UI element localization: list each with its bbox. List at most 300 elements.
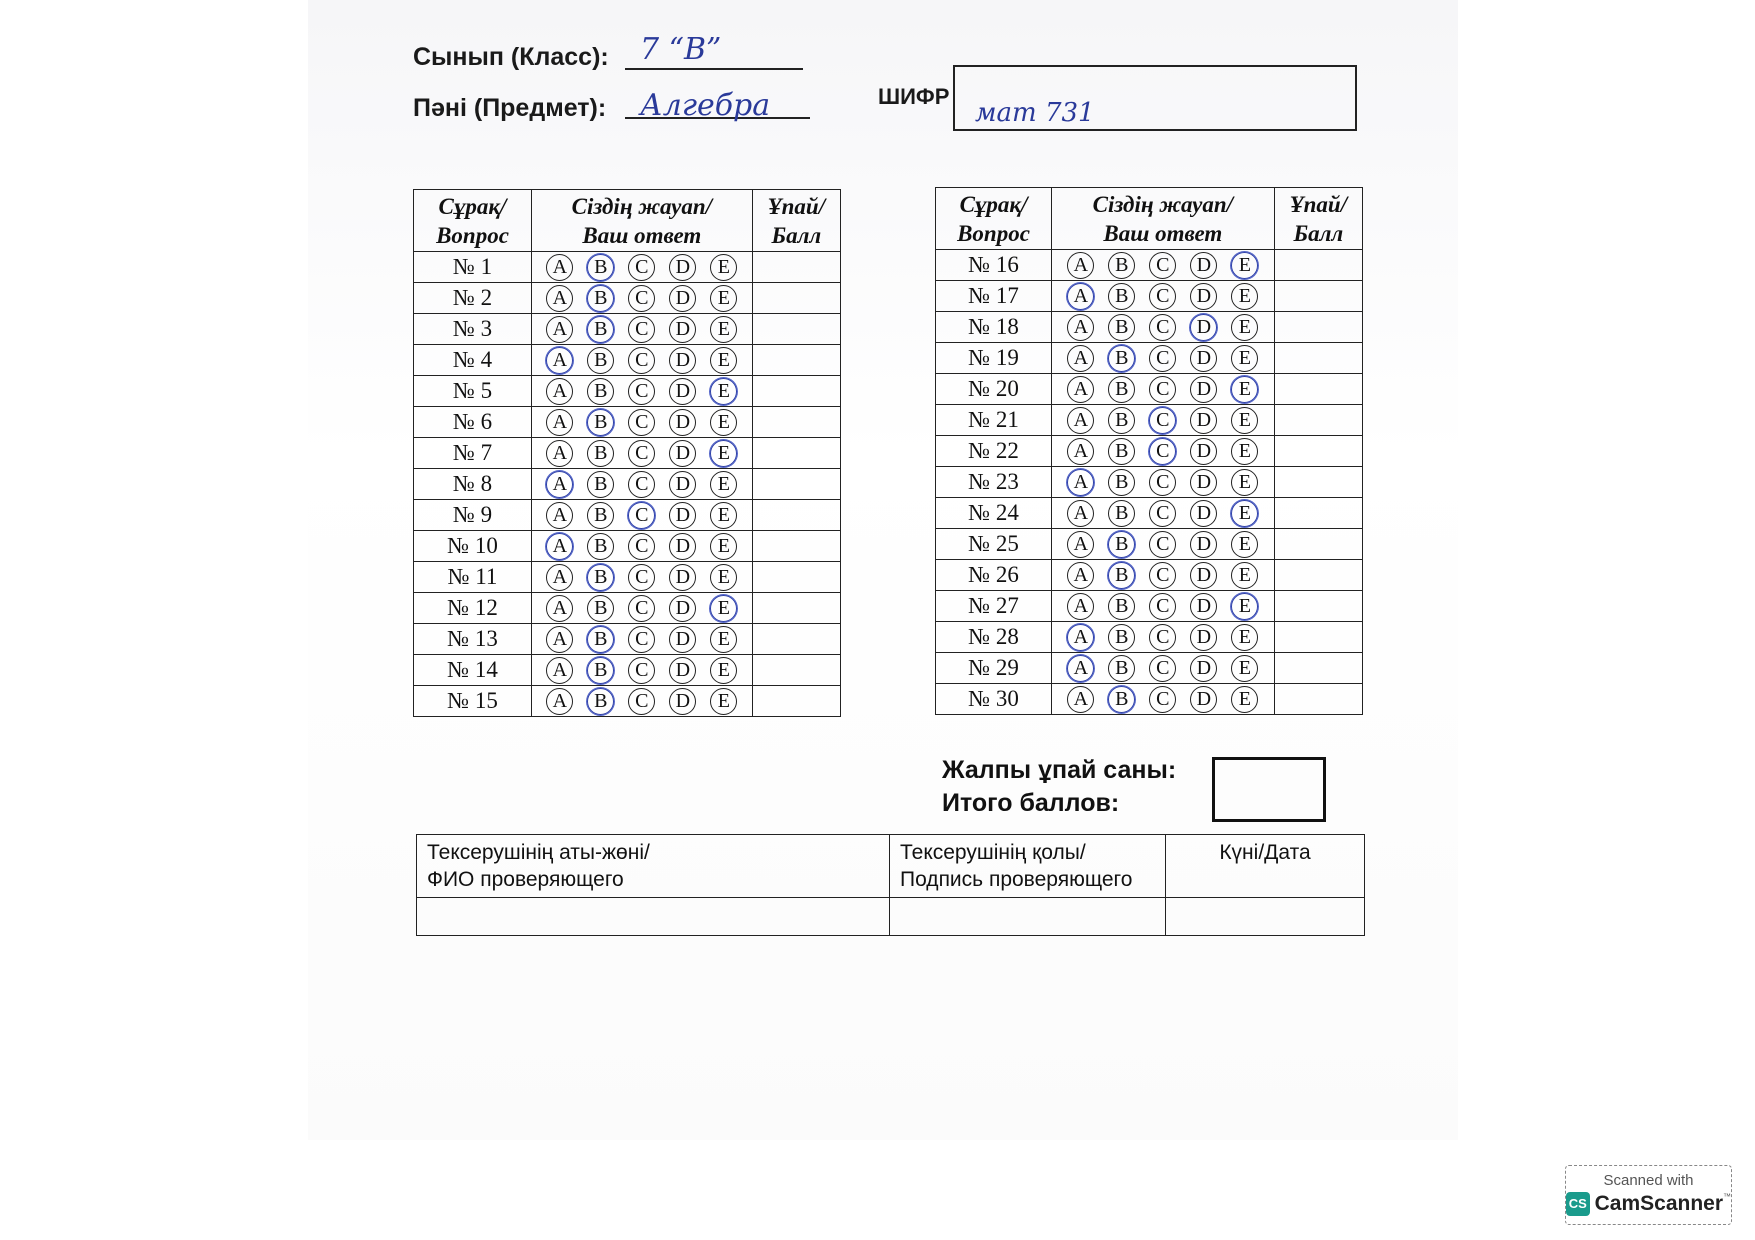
answer-bubble-e[interactable]: E — [710, 626, 737, 653]
answer-bubbles — [532, 314, 753, 345]
question-row — [414, 624, 841, 655]
col-answer-ru: Ваш ответ — [1103, 220, 1223, 246]
answer-bubble-a[interactable]: A — [546, 285, 573, 312]
question-number: № 4 — [414, 345, 532, 376]
score-cell[interactable] — [752, 531, 840, 562]
question-number: № 13 — [414, 624, 532, 655]
question-row — [936, 529, 1363, 560]
answer-bubble-c[interactable]: C — [628, 347, 655, 374]
score-cell[interactable] — [1274, 312, 1362, 343]
answer-bubble-a[interactable]: A — [1067, 438, 1094, 465]
answer-bubble-b[interactable]: B — [1108, 438, 1135, 465]
question-number: № 5 — [414, 376, 532, 407]
answer-bubble-a[interactable]: A — [1067, 531, 1094, 558]
score-cell[interactable] — [752, 655, 840, 686]
answer-bubble-b[interactable]: B — [1108, 593, 1135, 620]
checker-date-header — [1166, 835, 1365, 898]
answer-bubble-e[interactable]: E — [1231, 593, 1258, 620]
answer-bubble-c[interactable]: C — [628, 440, 655, 467]
answer-bubble-a[interactable]: A — [546, 347, 573, 374]
answer-bubble-c[interactable]: C — [1149, 624, 1176, 651]
checker-name-field[interactable] — [417, 898, 890, 936]
question-row — [414, 345, 841, 376]
answer-bubble-d[interactable]: D — [669, 595, 696, 622]
score-cell[interactable] — [752, 283, 840, 314]
question-number: № 21 — [936, 405, 1052, 436]
answer-bubbles — [532, 283, 753, 314]
answer-bubble-a[interactable]: A — [1067, 314, 1094, 341]
answer-table-right — [935, 187, 1363, 715]
question-row — [414, 562, 841, 593]
answer-bubble-c[interactable]: C — [1149, 345, 1176, 372]
answer-bubble-e[interactable]: E — [1231, 624, 1258, 651]
checker-date-label: Күні/Дата — [1219, 841, 1311, 864]
score-cell[interactable] — [752, 407, 840, 438]
answer-bubble-d[interactable]: D — [669, 533, 696, 560]
cipher-value: мат 731 — [975, 98, 1095, 128]
score-cell[interactable] — [1274, 591, 1362, 622]
answer-bubble-e[interactable]: E — [1231, 562, 1258, 589]
checker-table — [416, 834, 1365, 936]
col-question-header — [414, 190, 532, 252]
answer-bubble-d[interactable]: D — [1190, 624, 1217, 651]
answer-bubble-b[interactable]: B — [1108, 686, 1135, 713]
score-cell[interactable] — [1274, 405, 1362, 436]
total-score-label-kz: Жалпы ұпай саны: — [942, 756, 1177, 784]
answer-bubble-b[interactable]: B — [587, 564, 614, 591]
answer-bubble-a[interactable]: A — [546, 471, 573, 498]
answer-bubble-d[interactable]: D — [1190, 655, 1217, 682]
score-cell[interactable] — [752, 314, 840, 345]
answer-bubble-b[interactable]: B — [587, 626, 614, 653]
score-cell[interactable] — [752, 469, 840, 500]
question-number: № 25 — [936, 529, 1052, 560]
answer-bubbles — [532, 500, 753, 531]
answer-bubble-b[interactable]: B — [1108, 252, 1135, 279]
answer-bubble-d[interactable]: D — [669, 688, 696, 715]
answer-bubble-c[interactable]: C — [628, 471, 655, 498]
question-number: № 3 — [414, 314, 532, 345]
answer-bubbles — [532, 345, 753, 376]
answer-bubbles — [1052, 374, 1275, 405]
question-number: № 23 — [936, 467, 1052, 498]
answer-bubble-e[interactable]: E — [1231, 345, 1258, 372]
answer-bubble-a[interactable]: A — [546, 440, 573, 467]
answer-bubble-e[interactable]: E — [710, 254, 737, 281]
col-answer-header — [532, 190, 753, 252]
question-row — [414, 686, 841, 717]
answer-bubbles — [532, 655, 753, 686]
class-label: Сынып (Класс): — [413, 43, 609, 71]
answer-bubble-b[interactable]: B — [1108, 562, 1135, 589]
answer-bubble-b[interactable]: B — [587, 347, 614, 374]
score-cell[interactable] — [1274, 622, 1362, 653]
answer-bubbles — [532, 593, 753, 624]
col-score-kz: Ұпай/ — [767, 193, 826, 219]
answer-bubble-b[interactable]: B — [587, 471, 614, 498]
score-cell[interactable] — [752, 376, 840, 407]
checker-name-kz: Тексерушінің аты-жөні/ — [427, 841, 650, 864]
answer-bubble-b[interactable]: B — [587, 285, 614, 312]
answer-bubble-e[interactable]: E — [710, 409, 737, 436]
subject-value: Алгебра — [640, 88, 771, 123]
answer-bubble-d[interactable]: D — [1190, 407, 1217, 434]
answer-bubble-e[interactable]: E — [1231, 438, 1258, 465]
answer-bubble-c[interactable]: C — [1149, 562, 1176, 589]
answer-bubble-b[interactable]: B — [587, 254, 614, 281]
question-row — [936, 684, 1363, 715]
question-number: № 28 — [936, 622, 1052, 653]
answer-bubble-a[interactable]: A — [546, 409, 573, 436]
question-number: № 8 — [414, 469, 532, 500]
score-cell[interactable] — [1274, 281, 1362, 312]
answer-bubble-a[interactable]: A — [1067, 562, 1094, 589]
answer-bubble-c[interactable]: C — [628, 285, 655, 312]
question-row — [414, 314, 841, 345]
answer-bubble-e[interactable]: E — [710, 595, 737, 622]
answer-bubble-a[interactable]: A — [546, 657, 573, 684]
answer-bubble-b[interactable]: B — [1108, 500, 1135, 527]
score-cell[interactable] — [752, 686, 840, 717]
answer-bubble-a[interactable]: A — [546, 378, 573, 405]
answer-bubble-e[interactable]: E — [710, 564, 737, 591]
answer-bubble-d[interactable]: D — [669, 409, 696, 436]
answer-bubbles — [1052, 250, 1275, 281]
score-cell[interactable] — [1274, 467, 1362, 498]
answer-bubble-c[interactable]: C — [628, 688, 655, 715]
score-cell[interactable] — [1274, 684, 1362, 715]
answer-bubble-d[interactable]: D — [1190, 314, 1217, 341]
answer-bubbles — [532, 407, 753, 438]
answer-bubble-c[interactable]: C — [1149, 438, 1176, 465]
answer-bubble-e[interactable]: E — [1231, 407, 1258, 434]
answer-bubble-c[interactable]: C — [628, 533, 655, 560]
answer-bubble-e[interactable]: E — [1231, 655, 1258, 682]
col-question-header — [936, 188, 1052, 250]
total-score-label — [942, 754, 1176, 820]
answer-bubble-b[interactable]: B — [587, 409, 614, 436]
answer-bubble-c[interactable]: C — [628, 657, 655, 684]
answer-bubble-d[interactable]: D — [1190, 252, 1217, 279]
question-row — [936, 312, 1363, 343]
answer-bubble-c[interactable]: C — [628, 502, 655, 529]
score-cell[interactable] — [752, 500, 840, 531]
score-cell[interactable] — [1274, 653, 1362, 684]
question-row — [936, 560, 1363, 591]
answer-bubble-b[interactable]: B — [1108, 283, 1135, 310]
answer-bubble-c[interactable]: C — [628, 595, 655, 622]
answer-bubble-e[interactable]: E — [1231, 252, 1258, 279]
answer-bubble-d[interactable]: D — [669, 316, 696, 343]
answer-bubble-e[interactable]: E — [710, 502, 737, 529]
answer-bubble-c[interactable]: C — [628, 409, 655, 436]
answer-bubble-a[interactable]: A — [1067, 376, 1094, 403]
answer-bubble-a[interactable]: A — [1067, 593, 1094, 620]
answer-bubble-b[interactable]: B — [587, 378, 614, 405]
answer-bubbles — [1052, 560, 1275, 591]
answer-bubble-a[interactable]: A — [546, 316, 573, 343]
answer-bubble-b[interactable]: B — [1108, 376, 1135, 403]
question-number: № 7 — [414, 438, 532, 469]
answer-bubble-c[interactable]: C — [1149, 469, 1176, 496]
answer-bubble-c[interactable]: C — [1149, 407, 1176, 434]
answer-bubble-c[interactable]: C — [628, 564, 655, 591]
answer-bubble-e[interactable]: E — [1231, 500, 1258, 527]
answer-bubble-c[interactable]: C — [1149, 593, 1176, 620]
answer-bubble-e[interactable]: E — [1231, 469, 1258, 496]
answer-bubble-b[interactable]: B — [1108, 655, 1135, 682]
answer-bubble-d[interactable]: D — [1190, 283, 1217, 310]
answer-bubble-a[interactable]: A — [1067, 624, 1094, 651]
answer-bubble-c[interactable]: C — [1149, 283, 1176, 310]
question-number: № 22 — [936, 436, 1052, 467]
question-row — [936, 467, 1363, 498]
checker-date-field[interactable] — [1166, 898, 1365, 936]
camscanner-logo-icon: CS — [1566, 1192, 1590, 1216]
answer-bubble-c[interactable]: C — [1149, 531, 1176, 558]
answer-bubble-e[interactable]: E — [710, 471, 737, 498]
total-score-box[interactable] — [1212, 757, 1326, 822]
answer-bubbles — [532, 686, 753, 717]
answer-bubble-e[interactable]: E — [1231, 376, 1258, 403]
checker-sign-kz: Тексерушінің қолы/ — [900, 841, 1086, 864]
score-cell[interactable] — [1274, 343, 1362, 374]
answer-bubbles — [1052, 529, 1275, 560]
answer-bubble-d[interactable]: D — [669, 378, 696, 405]
col-answer-kz: Сіздің жауап/ — [1092, 191, 1234, 217]
answer-bubble-d[interactable]: D — [669, 254, 696, 281]
camscanner-brand: CamScanner — [1594, 1192, 1723, 1215]
answer-bubble-d[interactable]: D — [669, 564, 696, 591]
score-cell[interactable] — [1274, 560, 1362, 591]
answer-bubble-b[interactable]: B — [1108, 624, 1135, 651]
question-row — [936, 591, 1363, 622]
answer-bubble-d[interactable]: D — [669, 347, 696, 374]
question-number: № 27 — [936, 591, 1052, 622]
question-row — [936, 405, 1363, 436]
score-cell[interactable] — [1274, 436, 1362, 467]
answer-bubble-b[interactable]: B — [587, 440, 614, 467]
answer-bubbles — [1052, 312, 1275, 343]
col-score-header — [752, 190, 840, 252]
answer-bubbles — [1052, 591, 1275, 622]
answer-bubble-d[interactable]: D — [669, 626, 696, 653]
question-row — [414, 438, 841, 469]
answer-bubble-c[interactable]: C — [628, 378, 655, 405]
score-cell[interactable] — [752, 345, 840, 376]
checker-input-row — [417, 898, 1365, 936]
answer-bubble-e[interactable]: E — [710, 347, 737, 374]
answer-bubble-e[interactable]: E — [710, 657, 737, 684]
question-number: № 19 — [936, 343, 1052, 374]
answer-bubbles — [532, 438, 753, 469]
col-question-kz: Сұрақ/ — [959, 191, 1028, 217]
answer-bubble-d[interactable]: D — [1190, 438, 1217, 465]
answer-bubble-e[interactable]: E — [710, 688, 737, 715]
answer-bubble-e[interactable]: E — [710, 378, 737, 405]
question-number: № 12 — [414, 593, 532, 624]
answer-bubble-d[interactable]: D — [669, 285, 696, 312]
answer-bubble-b[interactable]: B — [587, 502, 614, 529]
answer-bubble-a[interactable]: A — [546, 502, 573, 529]
answer-bubble-c[interactable]: C — [1149, 655, 1176, 682]
col-answer-header — [1052, 188, 1275, 250]
question-number: № 17 — [936, 281, 1052, 312]
question-number: № 18 — [936, 312, 1052, 343]
question-row — [936, 653, 1363, 684]
checker-name-ru: ФИО проверяющего — [427, 868, 624, 891]
answer-bubble-d[interactable]: D — [1190, 593, 1217, 620]
answer-bubble-d[interactable]: D — [669, 657, 696, 684]
question-number: № 6 — [414, 407, 532, 438]
question-row — [414, 593, 841, 624]
answer-bubbles — [1052, 622, 1275, 653]
answer-bubble-a[interactable]: A — [1067, 407, 1094, 434]
answer-bubble-d[interactable]: D — [1190, 531, 1217, 558]
answer-bubble-e[interactable]: E — [710, 316, 737, 343]
question-number: № 10 — [414, 531, 532, 562]
question-row — [936, 436, 1363, 467]
answer-bubble-c[interactable]: C — [1149, 376, 1176, 403]
answer-bubble-b[interactable]: B — [1108, 531, 1135, 558]
answer-bubble-d[interactable]: D — [669, 502, 696, 529]
answer-bubble-d[interactable]: D — [1190, 686, 1217, 713]
question-row — [414, 407, 841, 438]
subject-label: Пәні (Предмет): — [413, 94, 607, 122]
question-number: № 15 — [414, 686, 532, 717]
answer-bubble-a[interactable]: A — [546, 254, 573, 281]
answer-bubbles — [1052, 343, 1275, 374]
question-row — [936, 281, 1363, 312]
answer-bubbles — [1052, 281, 1275, 312]
answer-bubbles — [1052, 405, 1275, 436]
question-number: № 16 — [936, 250, 1052, 281]
col-score-ru: Балл — [1293, 220, 1344, 246]
score-cell[interactable] — [752, 593, 840, 624]
score-cell[interactable] — [1274, 529, 1362, 560]
answer-bubble-e[interactable]: E — [710, 285, 737, 312]
question-number: № 29 — [936, 653, 1052, 684]
question-row — [936, 498, 1363, 529]
score-cell[interactable] — [752, 624, 840, 655]
question-number: № 9 — [414, 500, 532, 531]
answer-bubble-d[interactable]: D — [1190, 376, 1217, 403]
question-row — [414, 376, 841, 407]
score-cell[interactable] — [752, 252, 840, 283]
checker-sign-field[interactable] — [890, 898, 1166, 936]
answer-bubble-b[interactable]: B — [1108, 314, 1135, 341]
answer-bubble-e[interactable]: E — [710, 440, 737, 467]
answer-bubble-b[interactable]: B — [1108, 345, 1135, 372]
answer-bubble-b[interactable]: B — [587, 533, 614, 560]
answer-bubble-a[interactable]: A — [1067, 655, 1094, 682]
answer-bubble-a[interactable]: A — [546, 626, 573, 653]
answer-bubble-b[interactable]: B — [1108, 407, 1135, 434]
answer-bubble-e[interactable]: E — [710, 533, 737, 560]
col-question-ru: Вопрос — [436, 222, 509, 248]
answer-bubbles — [1052, 436, 1275, 467]
answer-bubble-b[interactable]: B — [587, 316, 614, 343]
answer-bubble-a[interactable]: A — [1067, 500, 1094, 527]
score-cell[interactable] — [752, 562, 840, 593]
answer-bubble-d[interactable]: D — [669, 471, 696, 498]
answer-bubble-a[interactable]: A — [546, 595, 573, 622]
answer-table-header — [414, 190, 841, 252]
question-number: № 30 — [936, 684, 1052, 715]
answer-bubble-b[interactable]: B — [587, 657, 614, 684]
answer-bubble-d[interactable]: D — [1190, 469, 1217, 496]
answer-bubbles — [532, 252, 753, 283]
answer-bubble-a[interactable]: A — [1067, 686, 1094, 713]
answer-bubbles — [1052, 653, 1275, 684]
cipher-label: ШИФР — [878, 84, 950, 109]
answer-bubble-e[interactable]: E — [1231, 686, 1258, 713]
answer-bubble-c[interactable]: C — [628, 626, 655, 653]
answer-bubble-c[interactable]: C — [1149, 252, 1176, 279]
answer-bubble-a[interactable]: A — [546, 533, 573, 560]
question-row — [414, 531, 841, 562]
answer-bubble-c[interactable]: C — [1149, 314, 1176, 341]
question-row — [936, 250, 1363, 281]
answer-bubble-d[interactable]: D — [1190, 345, 1217, 372]
total-score-label-ru: Итого баллов: — [942, 789, 1120, 817]
answer-bubble-d[interactable]: D — [1190, 562, 1217, 589]
score-cell[interactable] — [1274, 250, 1362, 281]
col-score-ru: Балл — [771, 222, 822, 248]
answer-bubble-e[interactable]: E — [1231, 531, 1258, 558]
question-number: № 20 — [936, 374, 1052, 405]
question-row — [936, 622, 1363, 653]
answer-bubble-c[interactable]: C — [1149, 500, 1176, 527]
answer-bubble-a[interactable]: A — [1067, 252, 1094, 279]
answer-bubbles — [532, 624, 753, 655]
answer-bubble-b[interactable]: B — [587, 688, 614, 715]
answer-bubble-c[interactable]: C — [1149, 686, 1176, 713]
answer-bubble-a[interactable]: A — [1067, 283, 1094, 310]
answer-bubble-a[interactable]: A — [1067, 345, 1094, 372]
answer-bubble-a[interactable]: A — [546, 688, 573, 715]
score-cell[interactable] — [752, 438, 840, 469]
answer-bubble-c[interactable]: C — [628, 316, 655, 343]
question-number: № 1 — [414, 252, 532, 283]
score-cell[interactable] — [1274, 498, 1362, 529]
answer-bubble-e[interactable]: E — [1231, 314, 1258, 341]
question-row — [414, 469, 841, 500]
answer-bubble-d[interactable]: D — [669, 440, 696, 467]
answer-bubbles — [1052, 498, 1275, 529]
answer-bubble-e[interactable]: E — [1231, 283, 1258, 310]
camscanner-trademark: ™ — [1723, 1192, 1731, 1201]
answer-bubbles — [532, 469, 753, 500]
answer-bubbles — [532, 531, 753, 562]
answer-bubble-a[interactable]: A — [546, 564, 573, 591]
answer-table-left — [413, 189, 841, 717]
camscanner-watermark — [1565, 1165, 1732, 1225]
answer-bubble-b[interactable]: B — [587, 595, 614, 622]
question-row — [936, 343, 1363, 374]
answer-bubbles — [1052, 684, 1275, 715]
answer-bubble-a[interactable]: A — [1067, 469, 1094, 496]
answer-bubble-d[interactable]: D — [1190, 500, 1217, 527]
col-answer-kz: Сіздің жауап/ — [571, 193, 713, 219]
col-question-kz: Сұрақ/ — [438, 193, 507, 219]
question-row — [414, 252, 841, 283]
answer-bubble-b[interactable]: B — [1108, 469, 1135, 496]
answer-bubble-c[interactable]: C — [628, 254, 655, 281]
class-underline — [625, 68, 803, 70]
score-cell[interactable] — [1274, 374, 1362, 405]
question-number: № 11 — [414, 562, 532, 593]
